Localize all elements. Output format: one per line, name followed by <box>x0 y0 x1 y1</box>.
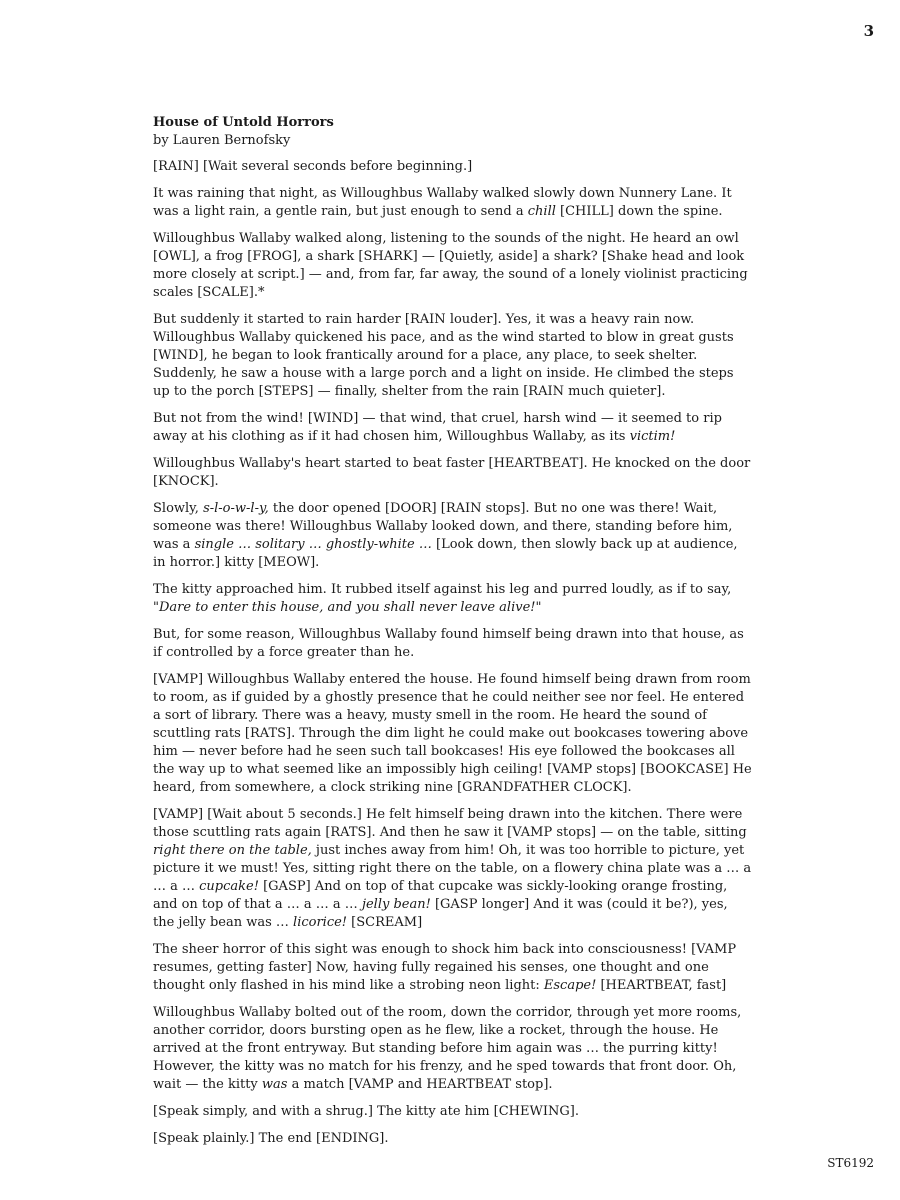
text-run: [CHILL] down the spine. <box>555 204 723 219</box>
italic-run: victim! <box>629 429 676 444</box>
italic-run: single … solitary … ghostly-white … <box>194 537 432 552</box>
story-paragraph <box>153 455 753 491</box>
story-paragraph <box>153 230 753 302</box>
italic-run: right there on the table, <box>153 843 312 858</box>
text-run: Willoughbus Wallaby's heart started to beat faster [HEARTBEAT]. He knocked on the door [KNOCK]. <box>153 456 751 489</box>
story-author: by Lauren Bernofsky <box>153 133 291 148</box>
text-run: [RAIN] [Wait several seconds before beginning.] <box>153 159 473 174</box>
text-run: [Look down, then slowly back up at audience, in horror.] kitty [MEOW]. <box>153 537 738 570</box>
story-paragraph <box>153 1130 753 1148</box>
italic-run: chill <box>527 204 556 219</box>
text-run: It was raining that night, as Willoughbus Wallaby walked slowly down Nunnery Lane. It was a light rain, a gentle rain, but just enough to send a <box>153 186 732 219</box>
text-run: [GASP longer] And it was (could it be?), yes, the jelly bean was … <box>153 897 728 930</box>
italic-run: jelly bean! <box>361 897 431 912</box>
story-paragraph <box>153 185 753 221</box>
text-run: [VAMP] [Wait about 5 seconds.] He felt himself being drawn into the kitchen. There were those scuttling rats again [RATS]. And then he saw it [VAMP stops] — on the table, sitting <box>153 807 747 840</box>
story-paragraph <box>153 410 753 446</box>
text-run: Willoughbus Wallaby bolted out of the room, down the corridor, through yet more rooms, another corridor, doors bursting open as he flew, like a rocket, through the house. He arrived at the front entryway. But standing before him again was … the purring kitty! However, the kitty was no match for his frenzy, and he sped towards that front door. Oh, wait — the kitty <box>153 1005 742 1092</box>
text-run: the door opened [DOOR] [RAIN stops]. But no one was there! Wait, someone was there! Willoughbus Wallaby looked down, and there, standing before him, was a <box>153 501 733 552</box>
italic-run: s-l-o-w-l-y, <box>203 501 269 516</box>
page-number: 3 <box>863 22 874 40</box>
text-run: just inches away from him! Oh, it was too horrible to picture, yet picture it we must! Yes, sitting right there on the table, on a flowery china plate was a … a … a … <box>153 843 752 894</box>
text-run: [GASP] And on top of that cupcake was sickly-looking orange frosting, and on top of that a … a … a … <box>153 879 728 912</box>
text-run: a match [VAMP and HEARTBEAT stop]. <box>287 1077 553 1092</box>
story-paragraph <box>153 581 753 617</box>
text-run: [HEARTBEAT, fast] <box>596 978 727 993</box>
story-paragraph <box>153 1004 753 1094</box>
text-run: Slowly, <box>153 501 204 516</box>
text-run: Willoughbus Wallaby walked along, listening to the sounds of the night. He heard an owl [OWL], a frog [FROG], a shark [SHARK] — [Quietly, aside] a shark? [Shake head and look more closely at script.] — and, from far, far away, the sound of a lonely violinist practicing scales [SCALE].* <box>153 231 748 300</box>
story-paragraph <box>153 500 753 572</box>
italic-run: licorice! <box>293 915 348 930</box>
text-run: But, for some reason, Willoughbus Wallaby found himself being drawn into that house, as if controlled by a force greater than he. <box>153 627 744 660</box>
footer-code: ST6192 <box>827 1156 874 1170</box>
story-title: House of Untold Horrors <box>153 115 334 130</box>
story-paragraphs <box>153 158 753 1148</box>
italic-run: Escape! <box>543 978 597 993</box>
text-run: [VAMP] Willoughbus Wallaby entered the house. He found himself being drawn from room to room, as if guided by a ghostly presence that he could neither see nor feel. He entered a sort of library. There was a heavy, musty smell in the room. He heard the sound of scuttling rats [RATS]. Through the dim light he could make out bookcases towering above him — never before had he seen such tall bookcases! His eye followed the bookcases all the way up to what seemed like an impossibly high ceiling! [VAMP stops] [BOOKCASE] He heard, from somewhere, a clock striking nine [GRANDFATHER CLOCK]. <box>153 672 752 795</box>
story-paragraph <box>153 158 753 176</box>
story-body <box>153 114 753 1157</box>
story-paragraph <box>153 1103 753 1121</box>
story-paragraph <box>153 311 753 401</box>
text-run: The sheer horror of this sight was enough to shock him back into consciousness! [VAMP resumes, getting faster] Now, having fully regained his senses, one thought and one thought only flashed in his mind like a strobing neon light: <box>153 942 737 993</box>
italic-run: cupcake! <box>199 879 259 894</box>
text-run: [SCREAM] <box>347 915 423 930</box>
text-run: But suddenly it started to rain harder [RAIN louder]. Yes, it was a heavy rain now. Willoughbus Wallaby quickened his pace, and as the wind started to blow in great gusts [WIND], he began to look frantically around for a place, any place, to seek shelter. Suddenly, he saw a house with a large porch and a light on inside. He climbed the steps up to the porch [STEPS] — finally, shelter from the rain [RAIN much quieter]. <box>153 312 734 399</box>
text-run: [Speak simply, and with a shrug.] The kitty ate him [CHEWING]. <box>153 1104 579 1119</box>
italic-run: was <box>261 1077 288 1092</box>
story-paragraph <box>153 626 753 662</box>
text-run: But not from the wind! [WIND] — that wind, that cruel, harsh wind — it seemed to rip away at his clothing as if it had chosen him, Willoughbus Wallaby, as its <box>153 411 722 444</box>
story-paragraph <box>153 671 753 797</box>
text-run: [Speak plainly.] The end [ENDING]. <box>153 1131 389 1146</box>
text-run: The kitty approached him. It rubbed itself against his leg and purred loudly, as if to say, <box>153 582 732 597</box>
italic-run: "Dare to enter this house, and you shall never leave alive!" <box>153 600 542 615</box>
story-paragraph <box>153 941 753 995</box>
story-paragraph <box>153 806 753 932</box>
